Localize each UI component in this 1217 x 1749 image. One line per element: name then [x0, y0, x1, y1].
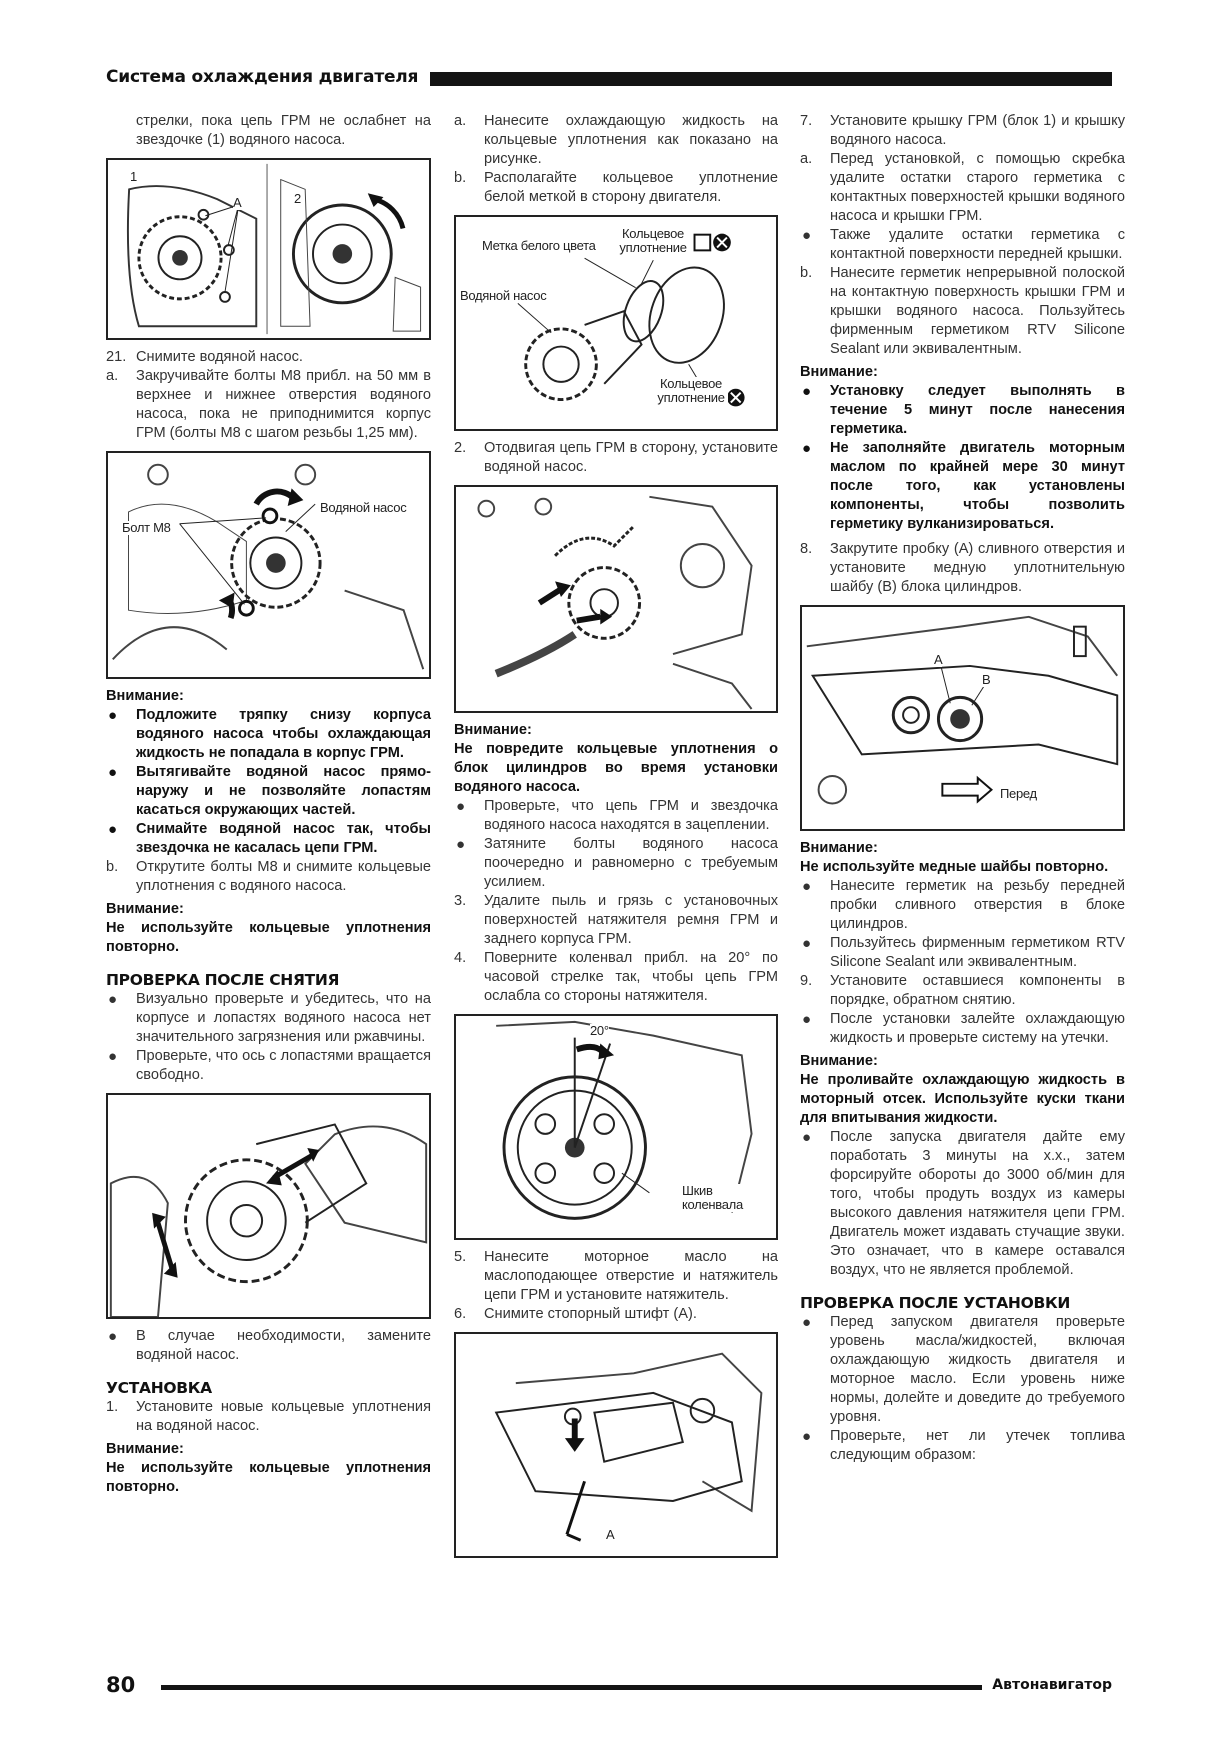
figure-label-b: B	[982, 672, 991, 687]
warning-heading-1: Внимание:	[800, 364, 878, 380]
figure-drain-plug	[800, 605, 1125, 831]
figure-label-crank-pulley: Шкив коленвала	[682, 1183, 743, 1212]
check-bullet: ● Перед запуском двигателя проверьте уровень масла/жидкостей, включая охлаждающую жидкость двигателя и моторное масло. Если уровень ниже нормы, долейте и доведите до требуемого уровня.	[802, 1314, 1125, 1425]
figure-crankshaft-pulley	[454, 1014, 778, 1240]
figure-pump-bolts-drawing	[108, 453, 429, 677]
figure-label-white-mark: Метка белого цвета	[482, 238, 596, 253]
page-footer	[106, 1673, 1112, 1700]
column-3	[800, 112, 1125, 1465]
warning-text: Не повредите кольцевые уплотнения о блок цилиндров во время установки водяного насоса.	[454, 741, 778, 795]
check-bullet: ● В случае необходимости, замените водяной насос.	[108, 1328, 431, 1363]
figure-label-degree: 20°	[590, 1023, 609, 1038]
section-heading-post-install: ПРОВЕРКА ПОСЛЕ УСТАНОВКИ	[800, 1294, 1071, 1312]
note-bullet: ● Также удалите остатки герметика с контактной поверхности передней крышки.	[802, 227, 1125, 262]
figure-pump-in-hands-drawing	[108, 1095, 429, 1317]
step-3: 3. Удалите пыль и грязь с установочных поверхностей натяжителя ремня ГРМ и заднего корпуса ГРМ.	[454, 893, 778, 947]
publisher-brand: Автонавигатор	[992, 1677, 1112, 1693]
note-bullet: ● Нанесите герметик на резьбу передней пробки сливного отверстия в блоке цилиндров.	[802, 878, 1125, 932]
step-2: 2. Отодвигая цепь ГРМ в сторону, установите водяной насос.	[454, 440, 778, 475]
step-7-a: a. Перед установкой, с помощью скребка удалите остатки старого герметика с контактных поверхностей крышки водяного насоса и крышки ГРМ.	[800, 151, 1125, 224]
warning-heading-1: Внимание:	[106, 688, 184, 704]
warning-heading-2: Внимание:	[106, 901, 184, 917]
warning-text-2: Не используйте кольцевые уплотнения повторно.	[106, 920, 431, 955]
header-bar	[430, 72, 1112, 86]
step-9: 9. Установите оставшиеся компоненты в порядке, обратном снятию.	[800, 973, 1125, 1008]
step-5: 5. Нанесите моторное масло на маслоподающее отверстие и натяжитель цепи ГРМ и установите натяжитель.	[454, 1249, 778, 1303]
step-7: 7. Установите крышку ГРМ (блок 1) и крышку водяного насоса.	[800, 113, 1125, 148]
step-21-a: a. Закручивайте болты М8 прибл. на 50 мм в верхнее и нижнее отверстия водяного насоса, пока не приподнимится корпус ГРМ (болты М8 с шагом резьбы 1,25 мм).	[106, 368, 431, 441]
warning-text-3: Не используйте кольцевые уплотнения повторно.	[106, 1460, 431, 1495]
section-heading-installation: УСТАНОВКА	[106, 1379, 212, 1397]
column-1	[106, 112, 431, 1497]
figure-pump-install-drawing	[456, 487, 776, 711]
figure-label-o-ring-2: Кольцевое уплотнение	[654, 377, 728, 405]
footer-rule	[161, 1685, 982, 1690]
paragraph-continuation: стрелки, пока цепь ГРМ не ослабнет на звездочке (1) водяного насоса.	[136, 113, 431, 148]
figure-label-a: A	[233, 195, 242, 210]
note-bullet: ● Пользуйтесь фирменным герметиком RTV Silicone Sealant или эквивалентным.	[802, 935, 1125, 970]
figure-label-bolt-m8: Болт М8	[122, 520, 171, 535]
step-21: 21. Снимите водяной насос.	[106, 349, 303, 365]
warning-bullet: ● Подложите тряпку снизу корпуса водяного насоса чтобы охлаждающая жидкость не попадала в корпус ГРМ.	[108, 707, 431, 761]
warning-heading-3: Внимание:	[800, 1053, 878, 1069]
check-bullet: ● Визуально проверьте и убедитесь, что на корпусе и лопастях водяного насоса нет значительного загрязнения или ржавчины.	[108, 991, 431, 1045]
section-heading-inspection: ПРОВЕРКА ПОСЛЕ СНЯТИЯ	[106, 971, 340, 989]
page-number: 80	[106, 1673, 136, 1697]
figure-label-water-pump: Водяной насос	[460, 288, 547, 303]
figure-stopper-pin-drawing	[456, 1334, 776, 1556]
figure-label-front: Перед	[1000, 786, 1037, 801]
figure-sprocket-drawing	[108, 160, 429, 338]
section-title: Система охлаждения двигателя	[106, 67, 419, 87]
figure-pump-install	[454, 485, 778, 713]
step-1-b: b. Располагайте кольцевое уплотнение белой меткой в сторону двигателя.	[454, 170, 778, 205]
warning-bullet: ● Снимайте водяной насос так, чтобы звездочка не касалась цепи ГРМ.	[108, 821, 431, 856]
figure-o-rings	[454, 215, 778, 431]
step-6: 6. Снимите стопорный штифт (А).	[454, 1306, 697, 1322]
warning-bullet: ● Вытягивайте водяной насос прямо-наружу и не позволяйте лопастям касаться окружающих частей.	[108, 764, 431, 818]
figure-label-water-pump: Водяной насос	[320, 500, 407, 515]
figure-label-a: A	[606, 1527, 615, 1542]
figure-label-2: 2	[294, 191, 301, 206]
note-bullet: ● После установки залейте охлаждающую жидкость и проверьте систему на утечки.	[802, 1011, 1125, 1046]
step-21-b: b. Открутите болты М8 и снимите кольцевые уплотнения с водяного насоса.	[106, 859, 431, 894]
figure-pump-bolts	[106, 451, 431, 679]
warning-bullet: ● Не заполняйте двигатель моторным маслом по крайней мере 30 минут после того, как установлены компоненты, чтобы позволить герметику вулканизироваться.	[802, 440, 1125, 532]
check-bullet: ● Проверьте, что цепь ГРМ и звездочка водяного насоса находятся в зацеплении.	[456, 798, 778, 833]
figure-drain-plug-drawing	[802, 607, 1123, 829]
figure-label-a: A	[934, 652, 943, 667]
check-bullet: ● Проверьте, нет ли утечек топлива следующим образом:	[802, 1428, 1125, 1463]
figure-stopper-pin	[454, 1332, 778, 1558]
step-4: 4. Поверните коленвал прибл. на 20° по часовой стрелке так, чтобы цепь ГРМ ослабла со стороны натяжителя.	[454, 950, 778, 1004]
step-7-b: b. Нанесите герметик непрерывной полоской на контактную поверхность крышки ГРМ и крышки водяного насоса. Пользуйтесь фирменным герметиком RTV Silicone Sealant или эквивалентным.	[800, 265, 1125, 357]
column-2	[454, 112, 778, 1566]
note-bullet: ● После запуска двигателя дайте ему поработать 3 минуты на х.х., затем форсируйте обороты до 3000 об/мин для того, чтобы продуть воздух из камеры высокого давления натяжителя цепи ГРМ. Двигатель может издавать стучащие звуки. Это означает, что в камере оставался воздух, что не является проблемой.	[802, 1129, 1125, 1278]
warning-text-2: Не используйте медные шайбы повторно.	[800, 859, 1109, 875]
check-bullet: ● Проверьте, что ось с лопастями вращается свободно.	[108, 1048, 431, 1083]
figure-label-o-ring-1: Кольцевое уплотнение	[616, 227, 690, 255]
step-1-a: a. Нанесите охлаждающую жидкость на кольцевые уплотнения как показано на рисунке.	[454, 113, 778, 167]
install-step-1: 1. Установите новые кольцевые уплотнения на водяной насос.	[106, 1399, 431, 1434]
page-header	[106, 67, 1112, 90]
figure-pump-in-hands	[106, 1093, 431, 1319]
check-bullet: ● Затяните болты водяного насоса поочередно и равномерно с требуемым усилием.	[456, 836, 778, 890]
warning-bullet: ● Установку следует выполнять в течение 5 минут после нанесения герметика.	[802, 383, 1125, 437]
warning-heading: Внимание:	[454, 722, 532, 738]
warning-text-3: Не проливайте охлаждающую жидкость в моторный отсек. Используйте куски ткани для впитывания жидкости.	[800, 1072, 1125, 1126]
step-8: 8. Закрутите пробку (А) сливного отверстия и установите медную уплотнительную шайбу (В) блока цилиндров.	[800, 541, 1125, 595]
figure-sprocket	[106, 158, 431, 340]
warning-heading-2: Внимание:	[800, 840, 878, 856]
figure-label-1: 1	[130, 169, 137, 184]
warning-heading-3: Внимание:	[106, 1441, 184, 1457]
